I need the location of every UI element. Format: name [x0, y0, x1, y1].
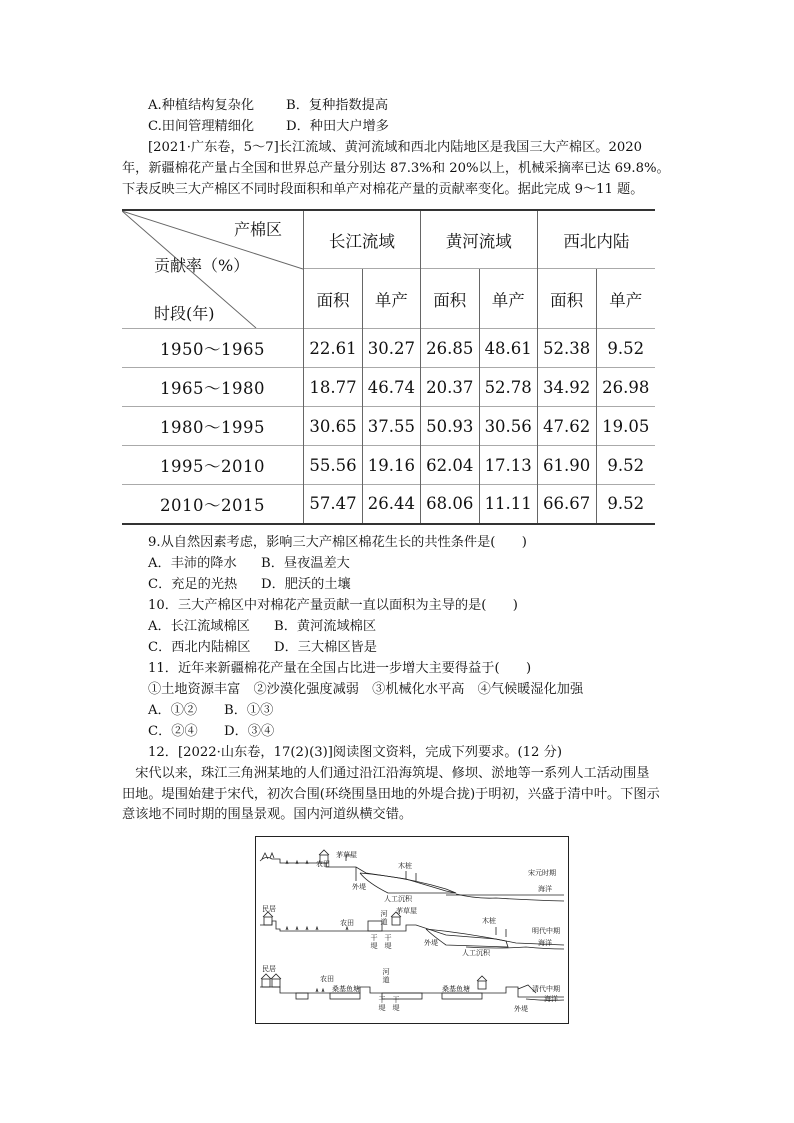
q11-option-a: A．①②: [148, 703, 198, 718]
value-cell: 19.05: [596, 407, 655, 446]
corner-region-label: 产棉区: [234, 220, 283, 239]
value-cell: 22.61: [304, 329, 363, 368]
label-wood-pile: 木桩: [482, 917, 496, 925]
value-cell: 46.74: [362, 368, 420, 407]
label-dwelling: 民居: [262, 905, 276, 913]
label-mulberry-fishpond: 桑基鱼塘: [332, 985, 360, 993]
value-cell: 9.52: [596, 329, 655, 368]
value-cell: 55.56: [304, 446, 363, 485]
label-dwelling: 民居: [262, 965, 276, 973]
value-cell: 57.47: [304, 485, 363, 524]
value-cell: 11.11: [479, 485, 537, 524]
intro-line-1: [2021·广东卷，5～7]长江流域、黄河流域和西北内陆地区是我国三大产棉区。2020: [148, 140, 643, 155]
label-sea: 海洋: [538, 939, 552, 947]
q9-options-cd: [148, 575, 351, 595]
table-row: [122, 485, 655, 524]
q12-stem: 12．[2022·山东卷，17(2)(3)]阅读图文资料，完成下列要求。(12 分): [148, 745, 562, 760]
table-row: [122, 329, 655, 368]
q11-stem: 11．近年来新疆棉花产量在全国占比进一步增大主要得益于( ): [148, 661, 532, 676]
table-row: [122, 368, 655, 407]
period-cell: 1980～1995: [122, 407, 304, 446]
value-cell: 9.52: [596, 446, 655, 485]
value-cell: 68.06: [420, 485, 479, 524]
q11-option-c: C．②④: [148, 724, 198, 739]
value-cell: 34.92: [537, 368, 596, 407]
label-period-mid-qing: 清代中期: [532, 985, 560, 993]
value-cell: 47.62: [537, 407, 596, 446]
value-cell: 18.77: [304, 368, 363, 407]
reclamation-drawing: [256, 837, 568, 1023]
options-row-cd: [148, 117, 389, 137]
q9-option-b: B．昼夜温差大: [261, 556, 350, 571]
value-cell: 30.27: [362, 329, 420, 368]
corner-period-label: 时段(年): [154, 304, 215, 323]
table-row: [122, 407, 655, 446]
value-cell: 19.16: [362, 446, 420, 485]
period-cell: 1995～2010: [122, 446, 304, 485]
region-header-northwest: 西北内陆: [537, 210, 655, 269]
q10-options-cd: [148, 638, 377, 658]
subheader-yield: 单产: [362, 269, 420, 329]
value-cell: 9.52: [596, 485, 655, 524]
q11-option-d: D．③④: [224, 724, 275, 739]
label-main-dike: 干堤: [378, 996, 386, 1012]
label-outer-dike: 外堤: [424, 939, 438, 947]
value-cell: 62.04: [420, 446, 479, 485]
label-period-song-yuan: 宋元时期: [528, 869, 556, 877]
subheader-yield: 单产: [596, 269, 655, 329]
subheader-yield: 单产: [479, 269, 537, 329]
table-row: [122, 446, 655, 485]
label-outer-dike: 外堤: [352, 883, 366, 891]
q11-items: ①土地资源丰富 ②沙漠化强度减弱 ③机械化水平高 ④气候暖湿化加强: [148, 682, 584, 697]
q12-paragraph: 宋代以来，珠江三角洲某地的人们通过沿江沿海筑堤、修坝、淤地等一系列人工活动围垦田地。堤围始建于宋代，初次合围(环绕围垦田地的外堤合拢)于明初，兴盛于清中叶。下图示意该地不同时期的围垦景观。国内河道纵横交错。: [122, 766, 660, 822]
reclamation-figure: [255, 836, 569, 1024]
label-sea: 海洋: [538, 885, 552, 893]
value-cell: 52.38: [537, 329, 596, 368]
table-corner-cell: [122, 210, 304, 329]
value-cell: 66.67: [537, 485, 596, 524]
label-main-dike: 干堤: [370, 934, 378, 950]
label-mulberry-fishpond: 桑基鱼塘: [442, 985, 470, 993]
option-d: D．种田大户增多: [286, 119, 389, 134]
q10-option-b: B．黄河流域棉区: [274, 619, 377, 634]
value-cell: 30.65: [304, 407, 363, 446]
value-cell: 37.55: [362, 407, 420, 446]
q9-option-a: A．丰沛的降水: [148, 556, 237, 571]
option-c: C.田间管理精细化: [148, 119, 255, 134]
intro-line-2: 年，新疆棉花产量占全国和世界总产量分别达 87.3%和 20%以上，机械采摘率已达 69.8%。: [122, 161, 670, 176]
q9-stem: 9.从自然因素考虑，影响三大产棉区棉花生长的共性条件是( ): [148, 535, 527, 550]
q9-option-c: C．充足的光热: [148, 577, 238, 592]
period-cell: 1950～1965: [122, 329, 304, 368]
value-cell: 61.90: [537, 446, 596, 485]
subheader-area: 面积: [304, 269, 363, 329]
label-farmland: 农田: [316, 860, 330, 868]
intro-line-3: 下表反映三大产棉区不同时段面积和单产对棉花产量的贡献率变化。据此完成 9～11 题。: [122, 182, 644, 197]
label-river-channel: 河道: [382, 968, 390, 984]
value-cell: 48.61: [479, 329, 537, 368]
period-cell: 2010～2015: [122, 485, 304, 524]
period-cell: 1965～1980: [122, 368, 304, 407]
label-river-channel: 河道: [380, 910, 388, 926]
value-cell: 50.93: [420, 407, 479, 446]
value-cell: 26.98: [596, 368, 655, 407]
label-farmland: 农田: [340, 919, 354, 927]
subheader-area: 面积: [420, 269, 479, 329]
label-main-dike: 干堤: [392, 996, 400, 1012]
q9-options-ab: [148, 554, 350, 574]
region-header-yellow-river: 黄河流域: [420, 210, 537, 269]
q11-options-ab: [148, 701, 273, 721]
label-artificial-deposit: 人工沉积: [384, 895, 412, 903]
value-cell: 52.78: [479, 368, 537, 407]
q11-options-cd: [148, 722, 274, 742]
value-cell: 26.44: [362, 485, 420, 524]
options-row-ab: [148, 96, 388, 116]
region-header-yangtze: 长江流域: [304, 210, 421, 269]
q9-option-d: D．肥沃的土壤: [261, 577, 351, 592]
contribution-table: [122, 209, 655, 521]
label-main-dike: 干堤: [384, 934, 392, 950]
value-cell: 30.56: [479, 407, 537, 446]
value-cell: 20.37: [420, 368, 479, 407]
label-sea: 海洋: [544, 995, 558, 1003]
label-artificial-deposit: 人工沉积: [462, 949, 490, 957]
q10-stem: 10．三大产棉区中对棉花产量贡献一直以面积为主导的是( ): [148, 598, 518, 613]
label-period-mid-ming: 明代中期: [532, 927, 560, 935]
subheader-area: 面积: [537, 269, 596, 329]
corner-rate-label: 贡献率（%）: [154, 256, 250, 275]
q10-options-ab: [148, 617, 376, 637]
label-wood-pile: 木桩: [398, 862, 412, 870]
label-outer-dike: 外堤: [514, 1005, 528, 1013]
q11-option-b: B．①③: [224, 703, 274, 718]
q10-option-d: D．三大棉区皆是: [274, 640, 377, 655]
q10-option-c: C．西北内陆棉区: [148, 640, 251, 655]
q10-option-a: A．长江流域棉区: [148, 619, 250, 634]
label-thatch-house: 茅草屋: [396, 907, 417, 915]
option-b: B．复种指数提高: [286, 98, 389, 113]
option-a: A.种植结构复杂化: [148, 98, 255, 113]
label-farmland: 农田: [320, 975, 334, 983]
value-cell: 26.85: [420, 329, 479, 368]
label-thatch-house: 茅草屋: [336, 851, 357, 859]
value-cell: 17.13: [479, 446, 537, 485]
